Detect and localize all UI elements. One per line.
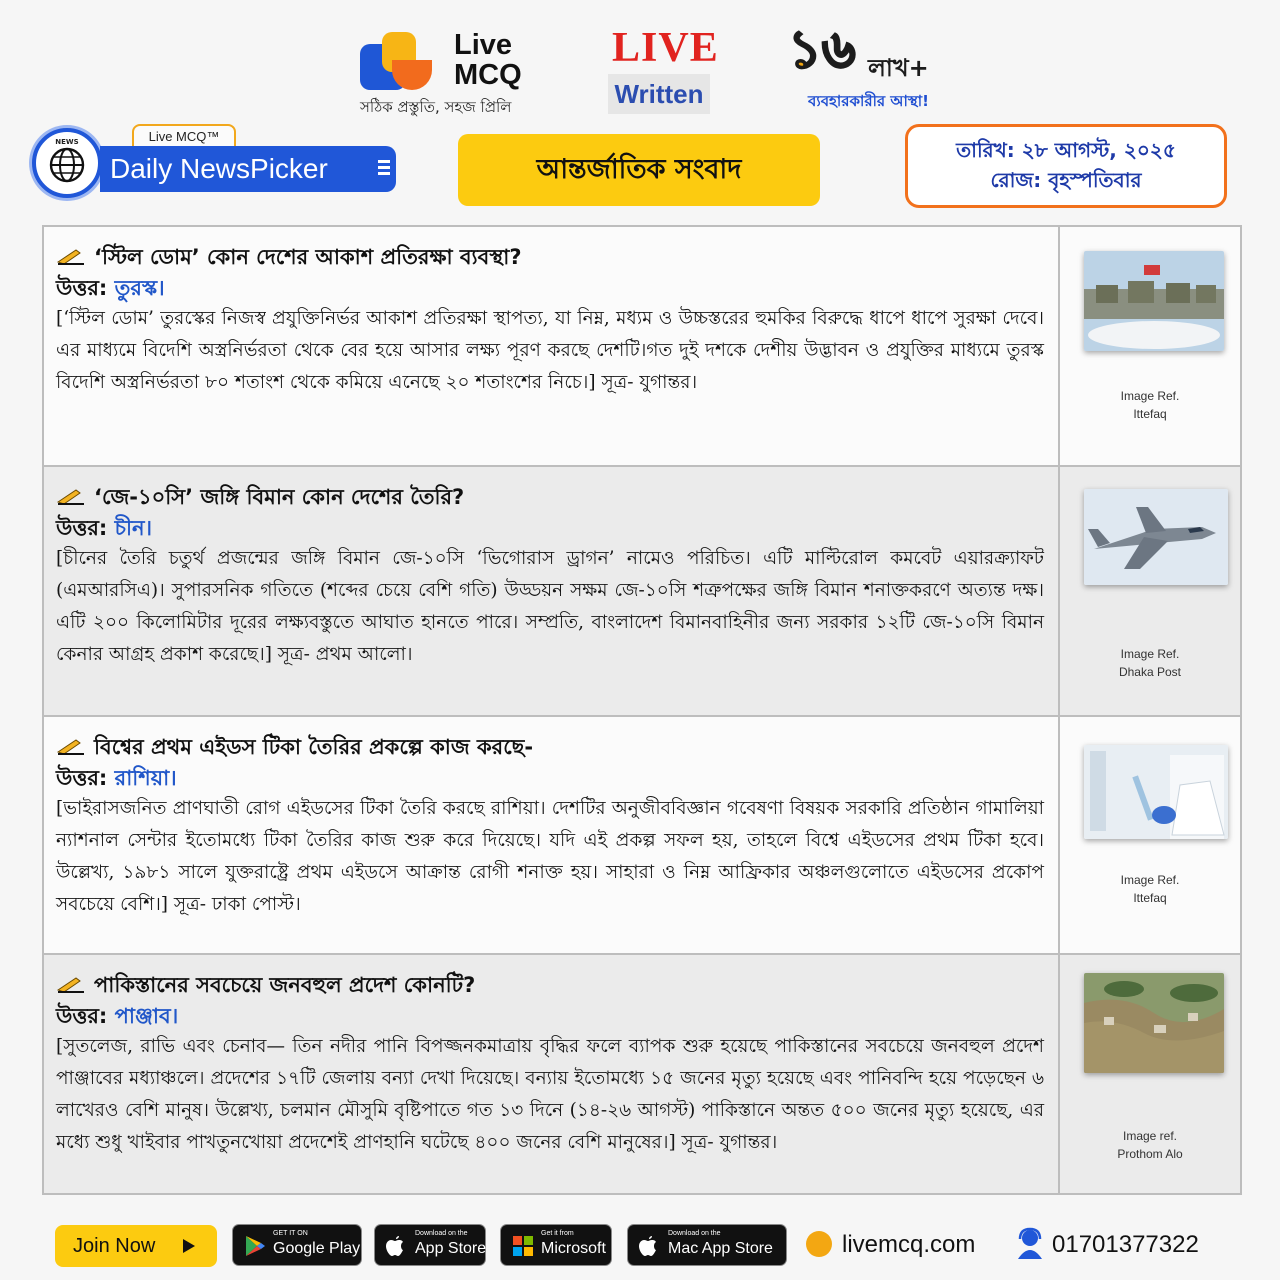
answer-label: উত্তর:: [56, 766, 108, 790]
answer-value: চীন।: [114, 516, 153, 540]
air-defense-image: [1084, 251, 1224, 351]
news-row: [44, 955, 1240, 1193]
google-play-icon: [243, 1234, 267, 1258]
support-agent-icon: [1016, 1227, 1044, 1259]
question: [56, 731, 1044, 763]
google-play-small: GET IT ON: [273, 1230, 308, 1237]
apple-icon: [385, 1234, 409, 1258]
date-box: [905, 124, 1227, 208]
answer: [56, 513, 1044, 543]
image-ref-source: Dhaka Post: [1118, 665, 1182, 679]
answer-label: উত্তর:: [56, 516, 108, 540]
play-arrow-icon: [183, 1239, 195, 1253]
writing-hand-icon: [56, 246, 86, 266]
day-line: রোজ: বৃহস্পতিবার: [990, 168, 1142, 192]
question-text: ‘স্টিল ডোম’ কোন দেশের আকাশ প্রতিরক্ষা ব্যবস্থা?: [94, 245, 522, 269]
image-ref: [1060, 645, 1240, 681]
app-store-button[interactable]: [374, 1224, 486, 1266]
app-store-label: App Store: [415, 1240, 487, 1257]
answer-value: রাশিয়া।: [114, 766, 177, 790]
brand-tagline: সঠিক প্রস্তুতি, সহজ প্রিলি: [360, 98, 512, 116]
writing-hand-icon: [56, 736, 86, 756]
explanation: [‘স্টিল ডোম’ তুরস্কের নিজস্ব প্রযুক্তিনির্ভর আকাশ প্রতিরক্ষা স্থাপত্য, যা নিম্ন, মধ্যম ও উচ্চস্তরের হুমকির বিরুদ্ধে ধাপে ধাপে সুরক্ষা দেবে। এর মাধ্যমে বিদেশি অস্ত্রনির্ভরতা থেকে বের হয়ে আসার লক্ষ্য পূরণ করছে দেশটি।গত দুই দশকে দেশীয় উদ্ভাবন ও প্রযুক্তির মাধ্যমে তুরস্ক বিদেশি অস্ত্রনির্ভরতা ৮০ শতাংশ থেকে কমিয়ে এনেছে ২০ শতাংশের নিচে।] সূত্র- যুগান্তর।: [56, 308, 1044, 393]
image-ref-source: Prothom Alo: [1117, 1147, 1183, 1161]
writing-hand-icon: [56, 974, 86, 994]
website-text: livemcq.com: [842, 1231, 976, 1258]
explanation: [ভাইরাসজনিত প্রাণঘাতী রোগ এইডসের টিকা তৈরি করছে রাশিয়া। দেশটির অনুজীববিজ্ঞান গবেষণা বিষয়ক সরকারি প্রতিষ্ঠান গামালিয়া ন্যাশনাল সেন্টার ইতোমধ্যে টিকা তৈরির কাজ শুরু করে দিয়েছে। যদি এই প্রকল্প সফল হয়, তাহলে বিশ্বে এইডসের প্রথম টিকা হবে। উল্লেখ্য, ১৯৮১ সালে যুক্তরাষ্ট্রে প্রথম এইডসে আক্রান্ত রোগী শনাক্ত হয়। সাহারা ও নিম্ন আফ্রিকার অঞ্চলগুলোতে এইডসের প্রকোপ সবচেয়ে বেশি।] সূত্র- ঢাকা পোস্ট।: [56, 798, 1044, 915]
mac-store-small: Download on the: [668, 1230, 721, 1237]
question-text: ‘জে-১০সি’ জঙ্গি বিমান কোন দেশের তৈরি?: [94, 485, 465, 509]
live-label: LIVE: [612, 25, 719, 71]
explanation: [সুতলেজ, রাভি এবং চেনাব— তিন নদীর পানি বিপজ্জনকমাত্রায় বৃদ্ধির ফলে ব্যাপক শুরু হয়েছে পাকিস্তানের সবচেয়ে জনবহুল প্রদেশ পাঞ্জাবের মধ্যাঞ্চলে। প্রদেশের ১৭টি জেলায় বন্যা দেখা দিয়েছে। বন্যায় ইতোমধ্যে ১৫ জনের মৃত্যু হয়েছে এবং পানিবন্দি হয়ে পড়েছেন ৬ লাখেরও বেশি মানুষ। উল্লেখ্য, চলমান মৌসুমি বৃষ্টিপাতে গত ১৩ দিনে (১৪-২৬ আগস্ট) পাকিস্তানে অন্তত ৫০০ জনের মৃত্যু হয়েছে, এর মধ্যে শুধু খাইবার পাখতুনখোয়া প্রদেশেই প্রাণহানি ঘটেছে ৪০০ জনের বেশি মানুষের।] সূত্র- যুগান্তর।: [56, 1036, 1044, 1153]
date-line: তারিখ: ২৮ আগস্ট, ২০২৫: [956, 138, 1176, 162]
news-row: [44, 467, 1240, 717]
brand-line2: MCQ: [454, 59, 522, 91]
apple-icon: [638, 1234, 662, 1258]
brand-line1: Live: [454, 29, 513, 61]
answer-value: তুরস্ক।: [114, 276, 165, 300]
newspicker-badge: Live MCQ™: [132, 124, 236, 148]
news-row: [44, 717, 1240, 955]
newspicker-title-text: Daily NewsPicker: [110, 153, 328, 184]
globe-icon: [806, 1231, 832, 1257]
question: [56, 969, 1044, 1001]
explanation: [চীনের তৈরি চতুর্থ প্রজন্মের জঙ্গি বিমান জে-১০সি ‘ভিগোরাস ড্রাগন’ নামেও পরিচিত। এটি মাল্টিরোল কমবেট এয়ারক্র্যাফট (এমআরসিএ)। সুপারসনিক গতিতে (শব্দের চেয়ে বেশি গতি) উড্ডয়ন সক্ষম জে-১০সি শত্রুপক্ষের জঙ্গি বিমান শনাক্তকরণে অত্যন্ত দক্ষ। এটি ২০০ কিলোমিটার দূরের লক্ষ্যবস্তুতে আঘাত হানতে পারে। সম্প্রতি, বাংলাদেশ বিমানবাহিনীর জন্য সরকার ১২টি জে-১০সি বিমান কেনার আগ্রহ প্রকাশ করেছে।] সূত্র- প্রথম আলো।: [56, 548, 1044, 665]
news-globe-icon: [32, 128, 102, 198]
microsoft-small: Get it from: [541, 1230, 574, 1237]
newspicker-title: [100, 146, 396, 192]
answer: [56, 763, 1044, 793]
users-suffix: লাখ+: [868, 54, 929, 82]
image-ref-label: Image Ref.: [1120, 873, 1180, 887]
app-store-small: Download on the: [415, 1230, 468, 1237]
microsoft-icon: [511, 1234, 535, 1258]
writing-hand-icon: [56, 486, 86, 506]
question-text: পাকিস্তানের সবচেয়ে জনবহুল প্রদেশ কোনটি?: [94, 973, 476, 997]
category-title: আন্তর্জাতিক সংবাদ: [458, 134, 820, 206]
question: [56, 481, 1044, 513]
microsoft-store-button[interactable]: [500, 1224, 612, 1266]
join-now-label: Join Now: [73, 1235, 156, 1257]
image-ref: [1060, 871, 1240, 907]
question: [56, 241, 1044, 273]
join-now-button[interactable]: [55, 1225, 217, 1267]
users-caption: ব্যবহারকারীর আস্থা!: [808, 92, 930, 110]
brand-name: [454, 30, 522, 90]
phone-number[interactable]: [1016, 1226, 1199, 1264]
flood-image: [1084, 973, 1224, 1073]
image-ref: [1060, 1127, 1240, 1163]
news-row: [44, 227, 1240, 467]
phone-text: 01701377322: [1052, 1231, 1199, 1258]
answer: [56, 1001, 1044, 1031]
microsoft-label: Microsoft: [541, 1240, 606, 1257]
answer-label: উত্তর:: [56, 276, 108, 300]
users-number: ১৬: [788, 20, 856, 80]
answer-label: উত্তর:: [56, 1004, 108, 1028]
image-ref-label: Image ref.: [1122, 1129, 1178, 1143]
image-ref-label: Image Ref.: [1120, 389, 1180, 403]
livemcq-logo-icon: [360, 32, 438, 94]
google-play-label: Google Play: [273, 1240, 361, 1257]
answer-value: পাঞ্জাব।: [114, 1004, 179, 1028]
mac-app-store-button[interactable]: [627, 1224, 787, 1266]
written-label: Written: [608, 74, 710, 114]
vaccine-lab-image: [1084, 745, 1228, 839]
news-table: [42, 225, 1242, 1195]
question-text: বিশ্বের প্রথম এইডস টিকা তৈরির প্রকল্পে কাজ করছে-: [94, 735, 534, 759]
website-link[interactable]: [806, 1226, 975, 1264]
fighter-jet-image: [1084, 489, 1228, 585]
image-ref-source: Ittefaq: [1133, 891, 1167, 905]
image-ref: [1060, 387, 1240, 423]
image-ref-source: Ittefaq: [1133, 407, 1167, 421]
image-ref-label: Image Ref.: [1120, 647, 1180, 661]
globe-label: NEWS: [55, 138, 79, 146]
menu-lines-icon: [378, 160, 390, 180]
google-play-button[interactable]: [232, 1224, 362, 1266]
answer: [56, 273, 1044, 303]
mac-store-label: Mac App Store: [668, 1240, 773, 1257]
